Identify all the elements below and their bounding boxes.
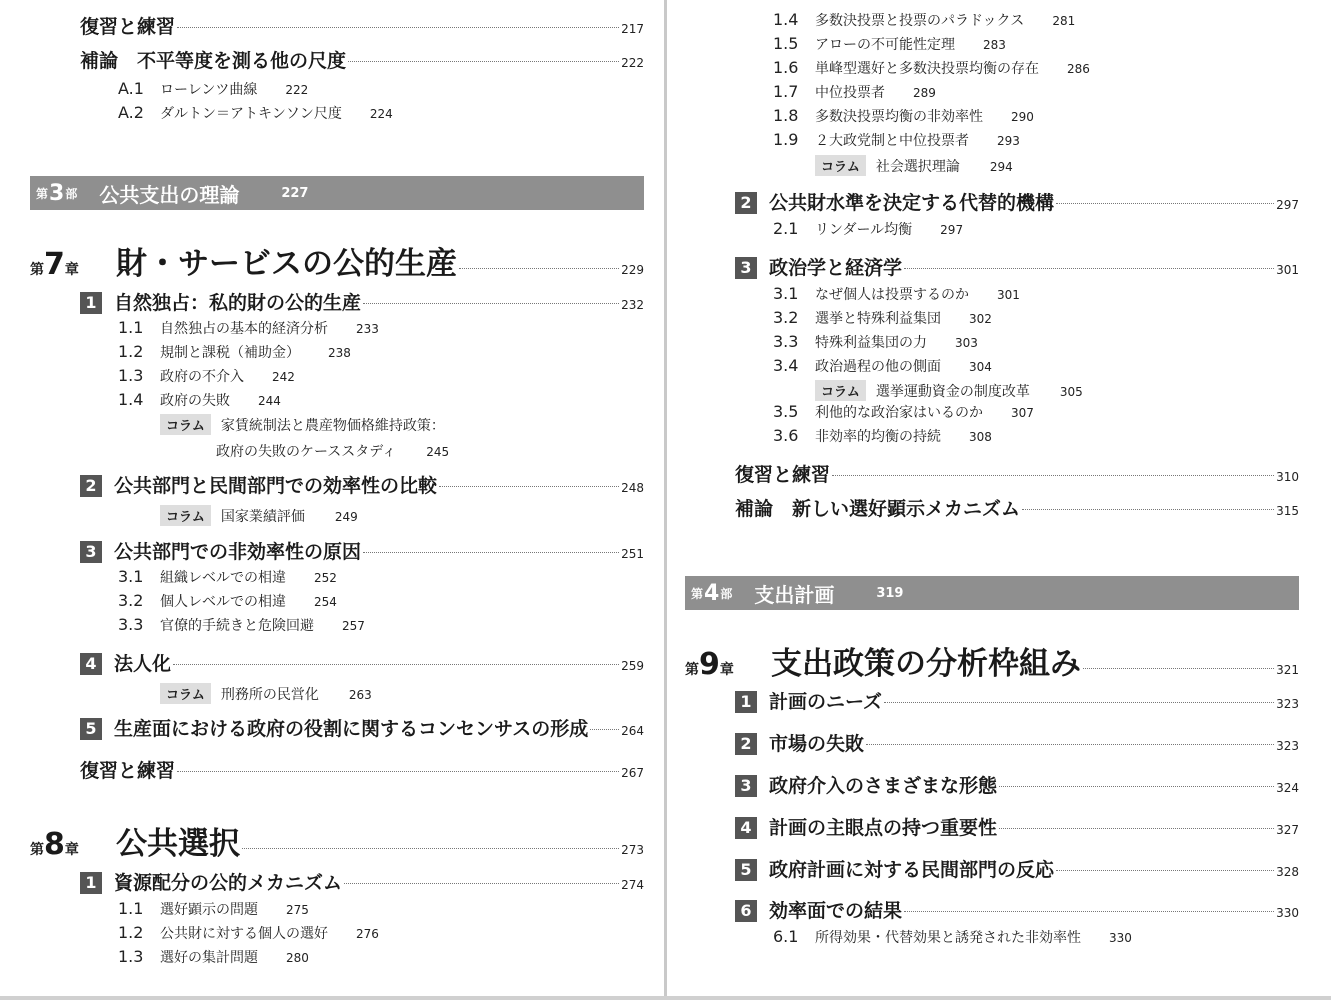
dot-leader (884, 702, 1274, 703)
toc-section[interactable] (80, 714, 644, 741)
part-page: 319 (876, 585, 904, 601)
section-title: 政府介入のさまざまな形態 (769, 775, 998, 797)
chapter-label: 第7章 (30, 247, 79, 282)
column-entry[interactable] (160, 505, 664, 526)
column-entry[interactable] (815, 380, 1331, 401)
section-page: 327 (1276, 823, 1299, 837)
toc-subsection-list (118, 79, 664, 127)
part-4-bar[interactable] (685, 576, 1299, 610)
subsection-page: 302 (969, 312, 992, 326)
column-title: 社会選択理論 (875, 159, 960, 175)
subsection-number: 1.4 (118, 390, 144, 409)
toc-entry-title: 復習と練習 (80, 760, 176, 782)
subsection-title: 組織レベルでの相違 (160, 570, 286, 586)
subsection-page: 297 (940, 223, 964, 237)
toc-section[interactable] (735, 729, 1299, 756)
dot-leader (173, 664, 619, 665)
toc-page-number: 222 (621, 56, 644, 70)
toc-supplement-entry[interactable] (735, 494, 1299, 521)
dot-leader (348, 61, 619, 62)
toc-page-number: 217 (621, 22, 644, 36)
subsection-number: 3.2 (118, 591, 144, 610)
chapter-page: 229 (621, 263, 644, 277)
dot-leader (459, 268, 619, 269)
subsection-title: 特殊利益集団の力 (815, 335, 927, 351)
section-title: 計画のニーズ (769, 691, 883, 713)
toc-subsection[interactable] (118, 390, 664, 414)
subsection-number: 3.2 (773, 308, 799, 327)
subsection-number: 1.9 (773, 130, 799, 149)
dot-leader (999, 786, 1274, 787)
subsection-page: 308 (969, 430, 992, 444)
subsection-title: 自然独占の基本的経済分析 (160, 321, 328, 337)
subsection-number: 1.6 (773, 58, 799, 77)
section-title: 政府計画に対する民間部門の反応 (769, 859, 1055, 881)
dot-leader (904, 911, 1274, 912)
chapter-page: 273 (621, 843, 644, 857)
toc-subsection[interactable] (118, 947, 664, 971)
subsection-title: 選好顕示の問題 (160, 902, 258, 918)
column-badge: コラム (160, 683, 211, 704)
toc-subsection[interactable] (118, 899, 664, 923)
toc-page-number: 315 (1276, 504, 1299, 518)
section-number-box: 4 (80, 653, 102, 675)
toc-section[interactable] (735, 687, 1299, 714)
toc-entry-title: 復習と練習 (735, 464, 831, 486)
section-number-box: 3 (735, 775, 757, 797)
toc-subsection-list (118, 567, 664, 639)
chapter-7-heading[interactable] (30, 238, 644, 283)
toc-subsection[interactable] (773, 332, 1331, 356)
subsection-page: 293 (997, 134, 1020, 148)
subsection-number: 1.3 (118, 366, 144, 385)
toc-subsection[interactable] (118, 103, 664, 127)
subsection-title: 中位投票者 (815, 85, 885, 101)
toc-entry-title: 補論 新しい選好顕示メカニズム (735, 498, 1021, 520)
column-entry[interactable] (160, 414, 664, 461)
part-prefix: 第 (36, 186, 49, 201)
subsection-page: 303 (955, 336, 978, 350)
column-page: 294 (989, 160, 1013, 174)
column-page: 249 (334, 510, 358, 524)
toc-entry-title: 補論 不平等度を測る他の尺度 (80, 50, 347, 72)
section-page: 274 (621, 878, 644, 892)
subsection-title: 多数決投票均衡の非効率性 (815, 109, 983, 125)
column-page: 245 (426, 445, 450, 459)
section-page: 323 (1276, 697, 1299, 711)
part-title: 公共支出の理論 (99, 182, 240, 207)
subsection-title: 公共財に対する個人の選好 (160, 926, 328, 942)
toc-subsection[interactable] (773, 82, 1331, 106)
dot-leader (1022, 509, 1274, 510)
column-badge: コラム (815, 155, 866, 176)
column-page: 263 (348, 688, 372, 702)
toc-subsection-list (118, 318, 664, 414)
toc-subsection[interactable] (773, 106, 1331, 130)
dot-leader (590, 729, 619, 730)
toc-subsection[interactable] (773, 402, 1331, 426)
subsection-title: 単峰型選好と多数決投票均衡の存在 (815, 61, 1039, 77)
subsection-page: 275 (286, 903, 309, 917)
toc-section[interactable] (735, 855, 1299, 882)
section-number-box: 2 (735, 192, 757, 214)
dot-leader (242, 848, 619, 849)
subsection-number: 6.1 (773, 927, 799, 946)
subsection-page: 280 (286, 951, 309, 965)
toc-subsection[interactable] (773, 284, 1331, 308)
toc-section[interactable] (735, 771, 1299, 798)
section-page: 251 (621, 547, 644, 561)
subsection-title: ダルトン＝アトキンソン尺度 (160, 106, 342, 122)
dot-leader (363, 552, 619, 553)
section-page: 323 (1276, 739, 1299, 753)
subsection-number: 1.2 (118, 923, 144, 942)
chapter-page: 321 (1276, 663, 1299, 677)
toc-subsection[interactable] (118, 366, 664, 390)
toc-subsection[interactable] (773, 58, 1331, 82)
subsection-number: 3.4 (773, 356, 799, 375)
toc-subsection[interactable] (773, 219, 1331, 243)
dot-leader (999, 828, 1274, 829)
subsection-number: 1.4 (773, 10, 799, 29)
dot-leader (177, 27, 619, 28)
subsection-page: 244 (258, 394, 281, 408)
section-page: 297 (1276, 198, 1299, 212)
subsection-page: 290 (1011, 110, 1034, 124)
section-page: 301 (1276, 263, 1299, 277)
section-number-box: 5 (735, 859, 757, 881)
section-number-box: 6 (735, 900, 757, 922)
toc-review-entry[interactable] (80, 12, 644, 39)
subsection-page: 330 (1109, 931, 1132, 945)
toc-review-entry[interactable] (80, 756, 644, 783)
column-badge: コラム (160, 414, 211, 435)
column-badge: コラム (815, 380, 866, 401)
dot-leader (177, 771, 619, 772)
subsection-page: 304 (969, 360, 992, 374)
toc-review-entry[interactable] (735, 460, 1299, 487)
subsection-page: 286 (1067, 62, 1090, 76)
subsection-page: 289 (913, 86, 936, 100)
part-page: 227 (281, 185, 309, 201)
toc-subsection[interactable] (773, 426, 1331, 450)
subsection-number: A.2 (118, 103, 144, 122)
subsection-title: 利他的な政治家はいるのか (815, 405, 983, 421)
dot-leader (1083, 668, 1274, 669)
toc-subsection-list (773, 219, 1331, 243)
subsection-page: 252 (314, 571, 337, 585)
subsection-title: 個人レベルでの相違 (160, 594, 286, 610)
toc-subsection-list (118, 899, 664, 971)
subsection-title: 政府の不介入 (160, 369, 244, 385)
chapter-title: 財・サービスの公的生産 (116, 246, 457, 282)
subsection-number: 1.5 (773, 34, 799, 53)
part-number: 3 (49, 180, 65, 206)
column-badge: コラム (160, 505, 211, 526)
chapter-title: 公共選択 (116, 826, 240, 862)
subsection-title: 官僚的手続きと危険回避 (160, 618, 314, 634)
toc-subsection[interactable] (773, 356, 1331, 380)
section-title: 計画の主眼点の持つ重要性 (769, 817, 998, 839)
toc-section[interactable] (80, 288, 644, 315)
toc-section[interactable] (80, 649, 644, 676)
section-title: 市場の失敗 (769, 733, 865, 755)
toc-subsection[interactable] (118, 591, 664, 615)
dot-leader (344, 883, 619, 884)
section-page: 328 (1276, 865, 1299, 879)
toc-subsection-list (773, 402, 1331, 450)
toc-section[interactable] (735, 253, 1299, 280)
column-title: 選挙運動資金の制度改革 (875, 384, 1030, 400)
subsection-page: 257 (342, 619, 365, 633)
subsection-title: リンダール均衡 (815, 222, 913, 238)
column-page: 305 (1059, 385, 1083, 399)
section-number-box: 1 (80, 872, 102, 894)
subsection-page: 233 (356, 322, 379, 336)
dot-leader (1056, 870, 1274, 871)
toc-subsection[interactable] (773, 10, 1331, 34)
subsection-title: 所得効果・代替効果と誘発された非効率性 (815, 930, 1081, 946)
column-title: 刑務所の民営化 (220, 687, 319, 703)
toc-subsection[interactable] (118, 567, 664, 591)
toc-entry-title: 復習と練習 (80, 16, 176, 38)
column-entry[interactable] (160, 683, 664, 704)
section-page: 264 (621, 724, 644, 738)
subsection-number: 1.3 (118, 947, 144, 966)
chapter-title: 支出政策の分析枠組み (771, 646, 1081, 682)
part-3-bar[interactable] (30, 176, 644, 210)
section-title: 法人化 (114, 653, 172, 675)
subsection-page: 301 (997, 288, 1020, 302)
section-title: 生産面における政府の役割に関するコンセンサスの形成 (114, 718, 589, 740)
dot-leader (904, 268, 1274, 269)
section-page: 330 (1276, 906, 1299, 920)
subsection-page: 281 (1052, 14, 1076, 28)
subsection-title: 選挙と特殊利益集団 (815, 311, 941, 327)
toc-subsection[interactable] (773, 130, 1331, 154)
toc-section[interactable] (80, 471, 644, 498)
page-bottom-edge (0, 996, 1331, 1000)
dot-leader (1056, 203, 1274, 204)
right-page (667, 0, 1331, 1000)
left-page (0, 0, 664, 1000)
section-number-box: 3 (80, 541, 102, 563)
toc-subsection[interactable] (773, 927, 1331, 951)
subsection-number: 1.1 (118, 899, 144, 918)
part-number: 4 (704, 580, 720, 606)
column-entry[interactable] (815, 155, 1331, 176)
subsection-number: 3.5 (773, 402, 799, 421)
subsection-title: 非効率的均衡の持続 (815, 429, 941, 445)
subsection-page: 222 (285, 83, 309, 97)
toc-section[interactable] (80, 537, 644, 564)
toc-section[interactable] (735, 188, 1299, 215)
subsection-page: 276 (356, 927, 379, 941)
subsection-number: 3.1 (773, 284, 799, 303)
subsection-number: 2.1 (773, 219, 799, 238)
subsection-number: A.1 (118, 79, 144, 98)
subsection-title: 政治過程の他の側面 (815, 359, 941, 375)
subsection-number: 1.7 (773, 82, 799, 101)
subsection-page: 238 (328, 346, 351, 360)
section-number-box: 5 (80, 718, 102, 740)
toc-page-number: 310 (1276, 470, 1299, 484)
chapter-9-heading[interactable] (685, 638, 1299, 683)
subsection-title: 政府の失敗 (160, 393, 230, 409)
section-title: 公共部門と民間部門での効率性の比較 (114, 475, 438, 497)
subsection-page: 224 (369, 107, 393, 121)
part-prefix: 第 (691, 586, 704, 601)
section-page: 259 (621, 659, 644, 673)
subsection-title: 選好の集計問題 (160, 950, 258, 966)
part-title: 支出計画 (754, 582, 835, 607)
section-page: 248 (621, 481, 644, 495)
toc-supplement-entry[interactable] (80, 46, 644, 73)
dot-leader (832, 475, 1274, 476)
section-number-box: 2 (80, 475, 102, 497)
subsection-number: 1.2 (118, 342, 144, 361)
toc-subsection[interactable] (773, 308, 1331, 332)
subsection-title: 多数決投票と投票のパラドックス (815, 13, 1025, 29)
subsection-page: 254 (314, 595, 337, 609)
toc-subsection[interactable] (118, 342, 664, 366)
subsection-title: ２大政党制と中位投票者 (815, 133, 969, 149)
toc-subsection[interactable] (118, 615, 664, 639)
column-title: 国家業績評価 (220, 509, 305, 525)
toc-subsection-list (773, 927, 1331, 951)
part-suffix: 部 (720, 586, 733, 601)
dot-leader (866, 744, 1274, 745)
subsection-title: ローレンツ曲線 (160, 82, 258, 98)
subsection-number: 3.6 (773, 426, 799, 445)
section-number-box: 1 (80, 292, 102, 314)
column-title: 家賃統制法と農産物価格維持政策： (220, 418, 445, 434)
toc-subsection[interactable] (118, 318, 664, 342)
toc-subsection[interactable] (118, 923, 664, 947)
subsection-title: なぜ個人は投票するのか (815, 287, 969, 303)
toc-section[interactable] (80, 868, 644, 895)
subsection-title: アローの不可能性定理 (815, 37, 955, 53)
toc-section[interactable] (735, 896, 1299, 923)
section-title: 資源配分の公的メカニズム (114, 872, 343, 894)
section-page: 324 (1276, 781, 1299, 795)
section-number-box: 3 (735, 257, 757, 279)
section-title: 自然独占：私的財の公的生産 (114, 292, 362, 314)
subsection-page: 283 (983, 38, 1006, 52)
subsection-number: 3.3 (118, 615, 144, 634)
chapter-label: 第8章 (30, 827, 79, 862)
section-title: 公共財水準を決定する代替的機構 (769, 192, 1055, 214)
section-title: 効率面での結果 (769, 900, 903, 922)
subsection-page: 307 (1011, 406, 1034, 420)
section-number-box: 2 (735, 733, 757, 755)
toc-section[interactable] (735, 813, 1299, 840)
subsection-number: 1.1 (118, 318, 144, 337)
toc-subsection-list (773, 10, 1331, 154)
toc-subsection[interactable] (773, 34, 1331, 58)
subsection-page: 242 (272, 370, 295, 384)
dot-leader (363, 303, 619, 304)
column-title-cont: 政府の失敗のケーススタディ (216, 444, 397, 460)
subsection-number: 1.8 (773, 106, 799, 125)
toc-subsection[interactable] (118, 79, 664, 103)
toc-subsection-list (773, 284, 1331, 380)
section-number-box: 1 (735, 691, 757, 713)
subsection-title: 規制と課税（補助金） (160, 345, 300, 361)
subsection-number: 3.3 (773, 332, 799, 351)
dot-leader (439, 486, 619, 487)
section-page: 232 (621, 298, 644, 312)
section-title: 公共部門での非効率性の原因 (114, 541, 362, 563)
section-title: 政治学と経済学 (769, 257, 903, 279)
chapter-8-heading[interactable] (30, 818, 644, 863)
toc-page-number: 267 (621, 766, 644, 780)
subsection-number: 3.1 (118, 567, 144, 586)
section-number-box: 4 (735, 817, 757, 839)
part-suffix: 部 (65, 186, 78, 201)
chapter-label: 第9章 (685, 647, 734, 682)
